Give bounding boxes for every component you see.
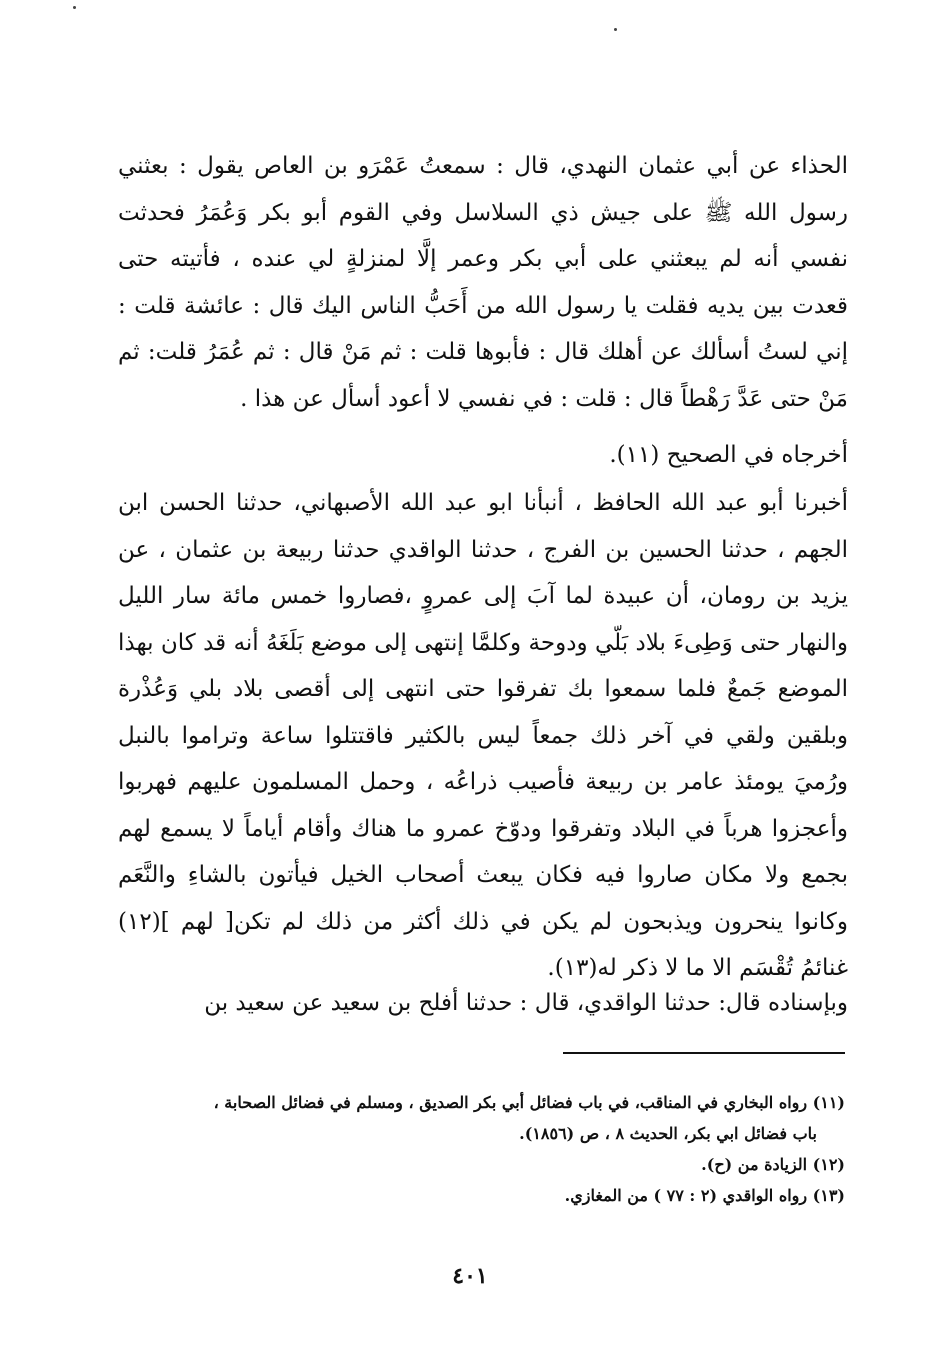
paragraph-takhrij: أخرجاه في الصحيح (١١). <box>609 442 848 468</box>
footnote-13: (١٣) رواه الواقدي (٢ : ٧٧ ) من المغازي. <box>564 1186 845 1205</box>
scan-speck <box>73 6 76 9</box>
scan-speck <box>614 28 617 31</box>
paragraph-hadith-amr-ibn-al-as: الحذاء عن أبي عثمان النهدي، قال : سمعتُ عَمْرَو بن العاص يقول : بعثني رسول الله ﷺ على جيش ذي السلاسل وفي القوم أبو بكر وَعُمَرُ فحدثت نفسي أنه لم يبعثني على أبي بكر وعمر إلَّا لمنزلةٍ لي عنده ، فأتيته حتى قعدت بين يديه فقلت يا رسول الله من أَحَبُّ الناس اليك قال : عائشة قلت : إني لستُ أسألك عن أهلك قال : فأبوها قلت : ثم مَنْ قال : ثم عُمَرُ قلت: ثم مَنْ حتى عَدَّ رَهْطاً قال : قلت : في نفسي لا أعود أسأل عن هذا . <box>118 153 848 412</box>
paragraph-continuation: وبإسناده قال: حدثنا الواقدي، قال : حدثنا أفلح بن سعيد عن سعيد بن <box>204 990 848 1016</box>
footnote-divider <box>563 1052 845 1054</box>
footnote-12: (١٢) الزيادة من (ح). <box>701 1155 845 1174</box>
footnotes <box>110 1087 845 1211</box>
footnote-11: (١١) رواه البخاري في المناقب، في باب فضائل أبي بكر الصديق ، ومسلم في فضائل الصحابة ، <box>213 1093 845 1112</box>
footnote-11-continuation: باب فضائل ابي بكر، الحديث ٨ ، ص (١٨٥٦). <box>519 1124 817 1143</box>
page-number: ٤٠١ <box>452 1263 488 1289</box>
paragraph-isnad-narration: أخبرنا أبو عبد الله الحافظ ، أنبأنا ابو عبد الله الأصبهاني، حدثنا الحسن ابن الجهم ، حدثنا الحسين بن الفرج ، حدثنا الواقدي حدثنا ربيعة بن عثمان ، عن يزيد بن رومان، أن عبيدة لما آبَ إلى عمروٍ ،فصاروا خمس مائة سار الليل والنهار حتى وَطِىءَ بلاد بَلّي ودوحة وكلمَّا إنتهى إلى موضع بَلَغَهُ أنه قد كان بهذا الموضع جَمعٌ فلما سمعوا بك تفرقوا حتى انتهى إلى أقصى بلاد بلي وَعُذْرة وبلقين ولقي في آخر ذلك جمعاً ليس بالكثير فاقتتلوا ساعة وتراموا بالنبل ورُميَ يومئذ عامر بن ربيعة فأصيب ذراعُه ، وحمل المسلمون عليهم فهربوا وأعجزوا هرباً في البلاد وتفرقوا ودوّخ عمرو ما هناك وأقام أياماً لا يسمع لهم بجمع ولا مكان صاروا فيه فكان يبعث أصحاب الخيل فيأتون بالشاءِ والنَّعَم وكانوا ينحرون ويذبحون لم يكن في ذلك أكثر من ذلك لم تكن[ لهم ](١٢) غنائمُ تُقْسَم الا ما لا ذكر له(١٣). <box>118 490 848 981</box>
